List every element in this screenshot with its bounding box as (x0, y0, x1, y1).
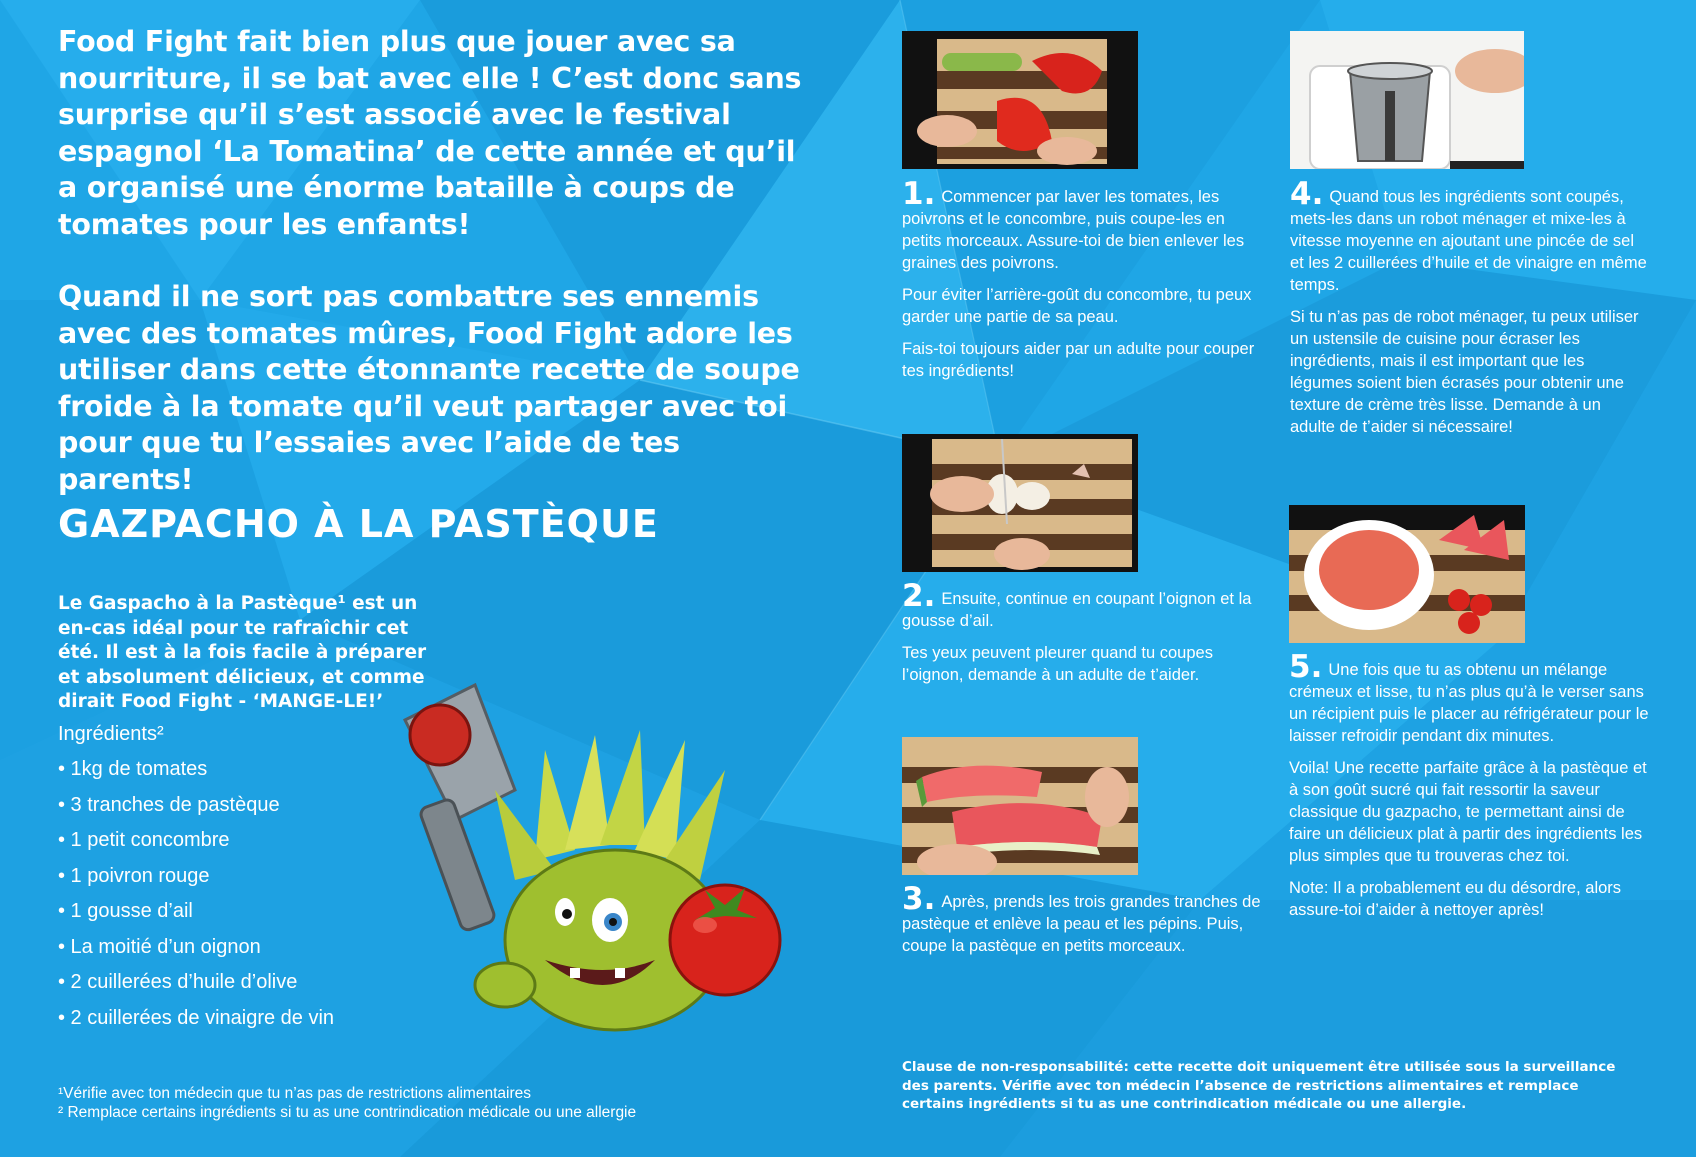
recipe-summary: Le Gaspacho à la Pastèque¹ est un en-cas idéal pour te rafraîchir cet été. Il est à la fois facile à préparer et absolument délicieux, et comme dirait Food Fight - ‘MANGE-LE!’ (58, 593, 427, 712)
footnote-2: ² Remplace certains ingrédients si tu as une contrindication médicale ou une allergie (58, 1104, 637, 1121)
step-3-number: 3. (902, 881, 936, 917)
step-2-photo (902, 434, 1138, 572)
step-5-number: 5. (1289, 649, 1323, 685)
ingredient-item: • 3 tranches de pastèque (58, 793, 280, 816)
recipe-title: GAZPACHO À LA PASTÈQUE (58, 502, 659, 546)
intro-text (58, 24, 818, 534)
step-2 (902, 578, 1262, 696)
ingredient-item: • 1 petit concombre (58, 829, 230, 851)
intro-paragraph-1: Food Fight fait bien plus que jouer avec sa nourriture, il se bat avec elle ! C’est donc sans surprise qu’il s’est associé avec le festival espagnol ‘La Tomatina’ de cette année et qu’il a organisé une énorme bataille à coups de tomates pour les enfants! (58, 25, 802, 241)
footnotes (58, 1084, 778, 1122)
tomato-icon (670, 885, 780, 995)
ingredient-item: • 1 poivron rouge (58, 864, 210, 887)
ingredient-item: • 1kg de tomates (58, 758, 208, 780)
step-5-note: Note: Il a probablement eu du désordre, alors assure-toi d’aider à nettoyer après! (1289, 879, 1622, 919)
step-1-note: Fais-toi toujours aider par un adulte pour couper tes ingrédients! (902, 340, 1255, 380)
step-5-photo (1289, 505, 1525, 643)
step-5 (1289, 649, 1649, 931)
step-3 (902, 881, 1262, 967)
step-4 (1290, 176, 1650, 448)
step-1-note: Pour éviter l’arrière-goût du concombre, tu peux garder une partie de sa peau. (902, 286, 1252, 326)
footnote-1: ¹Vérifie avec ton médecin que tu n’as pas de restrictions alimentaires (58, 1085, 531, 1102)
step-5-text: Une fois que tu as obtenu un mélange crémeux et lisse, tu n’as plus qu’à le verser sans un récipient puis le placer au réfrigérateur pour le laisser refroidir pendant dix minutes. (1289, 661, 1649, 745)
step-4-number: 4. (1290, 176, 1324, 212)
step-4-photo (1290, 31, 1524, 169)
ingredient-item: • 2 cuillerées d’huile d’olive (58, 971, 298, 993)
intro-paragraph-2: Quand il ne sort pas combattre ses ennemis avec des tomates mûres, Food Fight adore les utiliser dans cette étonnante recette de soupe froide à la tomate qu’il veut partager avec toi pour que tu l’essaies avec l’aide de tes parents! (58, 280, 800, 496)
step-1-photo (902, 31, 1138, 169)
disclaimer: Clause de non-responsabilité: cette recette doit uniquement être utilisée sous la surveillance des parents. Vérifie avec ton médecin l’absence de restrictions alimentaires et remplace certains ingrédients si tu as une contrindication médicale ou une allergie. (902, 1059, 1616, 1112)
step-2-note: Tes yeux peuvent pleurer quand tu coupes l’oignon, demande à un adulte de t’aider. (902, 644, 1213, 684)
step-1-number: 1. (902, 176, 936, 212)
step-2-text: Ensuite, continue en coupant l’oignon et la gousse d’ail. (902, 590, 1252, 630)
food-fight-mascot-illustration (385, 680, 815, 1050)
step-3-text: Après, prends les trois grandes tranches de pastèque et enlève la peau et les pépins. Puis, coupe la pastèque en petits morceaux. (902, 893, 1261, 955)
step-4-text: Quand tous les ingrédients sont coupés, mets-les dans un robot ménager et mixe-les à vitesse moyenne en ajoutant une pincée de sel et les 2 cuillerées d’huile et de vinaigre en même temps. (1290, 188, 1647, 294)
step-1 (902, 176, 1262, 392)
step-4-note: Si tu n’as pas de robot ménager, tu peux utiliser un ustensile de cuisine pour écraser les ingrédients, mais il est important que les légumes soient bien écrasés pour obtenir une texture de crème très lisse. Demande à un adulte de t’aider si nécessaire! (1290, 308, 1639, 436)
step-3-photo (902, 737, 1138, 875)
tomato-launcher-icon (405, 685, 515, 932)
ingredients-heading: Ingrédients² (58, 723, 164, 745)
ingredient-item: • La moitié d’un oignon (58, 935, 261, 958)
step-2-number: 2. (902, 578, 936, 614)
ingredient-item: • 2 cuillerées de vinaigre de vin (58, 1006, 335, 1029)
ingredient-item: • 1 gousse d’ail (58, 900, 193, 922)
step-5-note: Voila! Une recette parfaite grâce à la pastèque et à son goût sucré qui fait ressortir la saveur classique du gazpacho, te permettant ainsi de faire un délicieux plat à partir des ingrédients les plus simples que tu trouveras chez toi. (1289, 759, 1647, 865)
step-1-text: Commencer par laver les tomates, les poivrons et le concombre, puis coupe-les en petits morceaux. Assure-toi de bien enlever les graines des poivrons. (902, 188, 1245, 272)
